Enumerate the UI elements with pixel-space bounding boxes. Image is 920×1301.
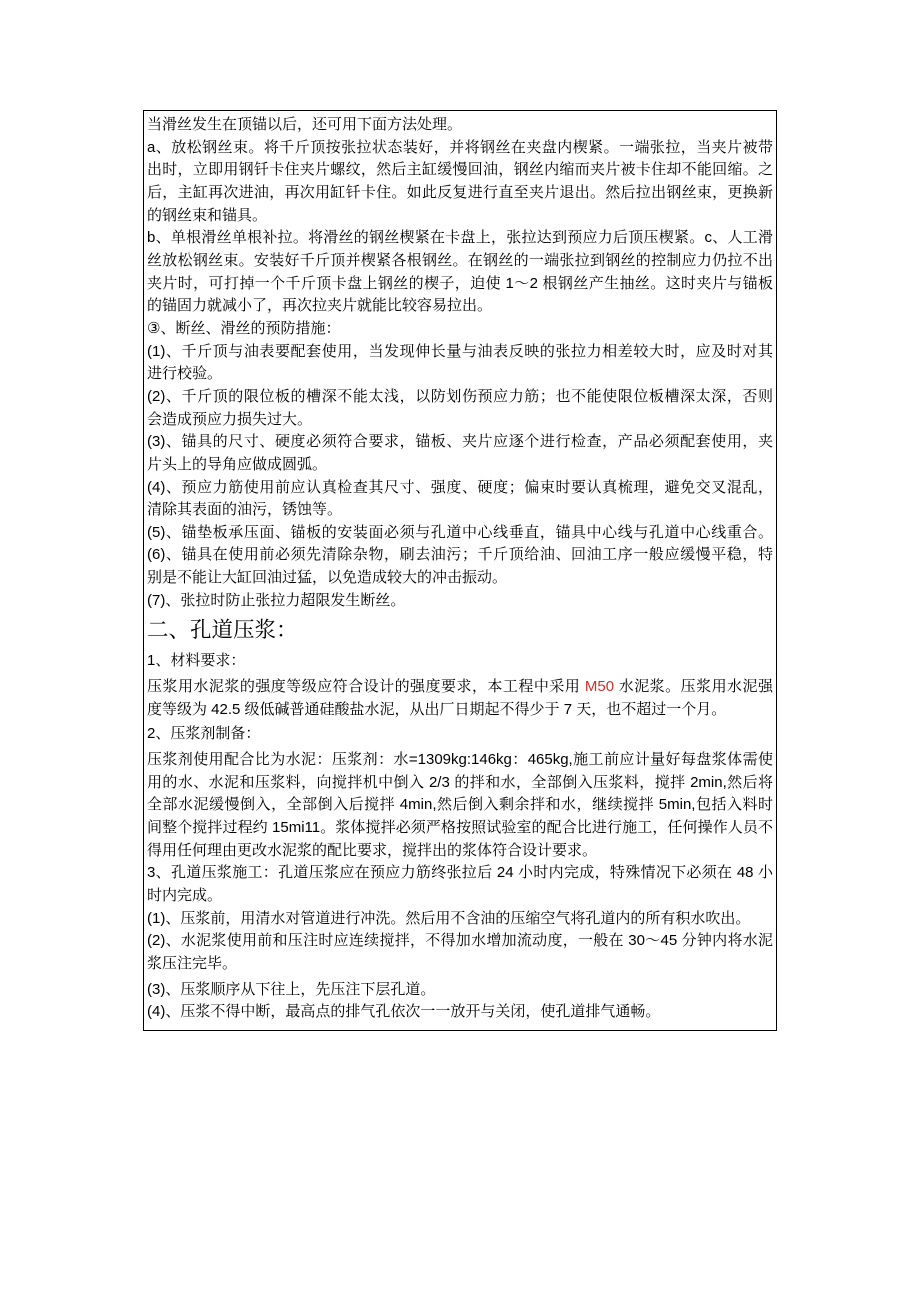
text-line: 间整个搅拌过程约 15mi11。浆体搅拌必须严格按照试验室的配合比进行施工，任何操作人员不: [147, 819, 773, 837]
paragraph-method-b-c: [147, 227, 773, 318]
text-line: b、单根滑丝单根补拉。将滑丝的钢丝楔紧在卡盘上，张拉达到预应力后顶压楔紧。c、人工滑: [147, 229, 773, 247]
agent-prep-title: 2、压浆剂制备：: [147, 725, 261, 743]
text-line: (2)、水泥浆使用前和压注时应连续搅拌，不得加水增加流动度，一般在 30～45 分钟内将水泥: [147, 932, 773, 950]
materials-title: 1、材料要求：: [147, 652, 246, 670]
prevention-item-7: [147, 590, 773, 613]
prevention-item-1: [147, 341, 773, 386]
prevention-title: ③、断丝、滑丝的预防措施：: [147, 319, 341, 337]
text-line: 丝放松钢丝束。安装好千斤顶并楔紧各根钢丝。在钢丝的一端张拉到钢丝的控制应力仍拉不出: [147, 251, 773, 269]
text-line: 得用任何理由更改水泥浆的配比要求，搅拌出的浆体符合设计要求。: [147, 841, 598, 859]
document-text-box: [143, 110, 777, 1031]
prevention-item-6: [147, 544, 773, 589]
text-line: [147, 676, 773, 699]
text-line: (2)、千斤顶的限位板的槽深不能太浅，以防划伤预应力筋；也不能使限位板槽深太深，否则: [147, 387, 773, 405]
construction-step-1: [147, 908, 773, 931]
text-line: (1)、压浆前，用清水对管道进行冲洗。然后用不含油的压缩空气将孔道内的所有积水吹出。: [147, 909, 751, 927]
text-segment: 水泥浆。压浆用水泥强: [614, 678, 773, 696]
text-line: 后，主缸再次进油，再次用缸钎卡住。如此反复进行直至夹片退出。然后拉出钢丝束，更换新: [147, 183, 773, 201]
text-line: 当滑丝发生在顶锚以后，还可用下面方法处理。: [147, 116, 463, 133]
text-line: 全部水泥缓慢倒入，全部倒入后搅拌 4min,然后倒入剩余拌和水，继续搅拌 5min,包括入料时: [147, 796, 773, 814]
text-line: 的钢丝束和锚具。: [147, 206, 268, 224]
text-line: (5)、锚垫板承压面、锚板的安装面必须与孔道中心线垂直，锚具中心线与孔道中心线重合。: [147, 523, 773, 541]
construction-step-3: [147, 979, 773, 1002]
text-line: 度等级为 42.5 级低碱普通硅酸盐水泥，从出厂日期起不得少于 7 天，也不超过一个月。: [147, 700, 727, 718]
highlight-text: M50: [584, 678, 615, 696]
text-line: (4)、压浆不得中断，最高点的排气孔依次一一放开与关闭，使孔道排气通畅。: [147, 1003, 661, 1021]
text-line: 用的水、水泥和压浆料，向搅拌机中倒入 2/3 的拌和水，全部倒入压浆料，搅拌 2min,然后将: [147, 773, 773, 791]
text-line: 时内完成。: [147, 887, 223, 904]
paragraph-intro: [147, 114, 773, 137]
text-line: 夹片时，可打掉一个千斤顶卡盘上钢丝的楔子，迫使 1～2 根钢丝产生抽丝。这时夹片与锚板: [147, 274, 773, 292]
text-line: (3)、锚具的尺寸、硬度必须符合要求，锚板、夹片应逐个进行检查，产品必须配套使用，夹: [147, 433, 773, 451]
text-segment: 压浆用水泥浆的强度等级应符合设计的强度要求，本工程中采用: [147, 678, 585, 696]
text-line: (1)、千斤顶与油表要配套使用，当发现伸长量与油表反映的张拉力相差较大时，应及时对其: [147, 342, 773, 360]
paragraph-method-a: [147, 137, 773, 228]
construction-step-4: [147, 1001, 773, 1024]
prevention-item-4: [147, 477, 773, 522]
text-line: 3、孔道压浆施工：孔道压浆应在预应力筋终张拉后 24 小时内完成，特殊情况下必须在 48 小: [147, 864, 773, 882]
text-line: (6)、锚具在使用前必须先清除杂物，刷去油污；千斤顶给油、回油工序一般应缓慢平稳，特: [147, 546, 773, 564]
paragraph-materials: [147, 676, 773, 721]
paragraph-construction: [147, 862, 773, 907]
prevention-item-5: [147, 522, 773, 545]
text-line: 会造成预应力损失过大。: [147, 410, 313, 428]
text-line: 清除其表面的油污，锈蚀等。: [147, 501, 343, 519]
text-line: 进行校验。: [147, 365, 223, 383]
text-line: (7)、张拉时防止张拉力超限发生断丝。: [147, 591, 406, 609]
text-line: 出时，立即用钢钎卡住夹片螺纹，然后主缸缓慢回油，钢丝内缩而夹片被卡住却不能回缩。之: [147, 161, 773, 179]
prevention-item-3: [147, 431, 773, 476]
text-line: (3)、压浆顺序从下往上，先压注下层孔道。: [147, 980, 436, 998]
text-line: 的锚固力就减小了，再次拉夹片就能比较容易拉出。: [147, 297, 493, 315]
text-line: 浆压注完毕。: [147, 954, 238, 972]
prevention-item-2: [147, 386, 773, 431]
text-line: 别是不能让大缸回油过猛，以免造成较大的冲击振动。: [147, 569, 508, 587]
text-line: 片头上的导角应做成圆弧。: [147, 455, 328, 473]
section-heading: 二、孔道压浆：: [147, 618, 298, 643]
text-line: (4)、预应力筋使用前应认真检查其尺寸、强度、硬度；偏束时要认真梳理，避免交叉混乱，: [147, 478, 773, 496]
construction-step-2: [147, 930, 773, 975]
text-line: a、放松钢丝束。将千斤顶按张拉状态装好，并将钢丝在夹盘内楔紧。一端张拉，当夹片被带: [147, 138, 773, 156]
paragraph-agent-prep: [147, 749, 773, 862]
text-line: 压浆剂使用配合比为水泥：压浆剂：水=1309kg:146kg：465kg,施工前应计量好每盘浆体需使: [147, 751, 773, 769]
